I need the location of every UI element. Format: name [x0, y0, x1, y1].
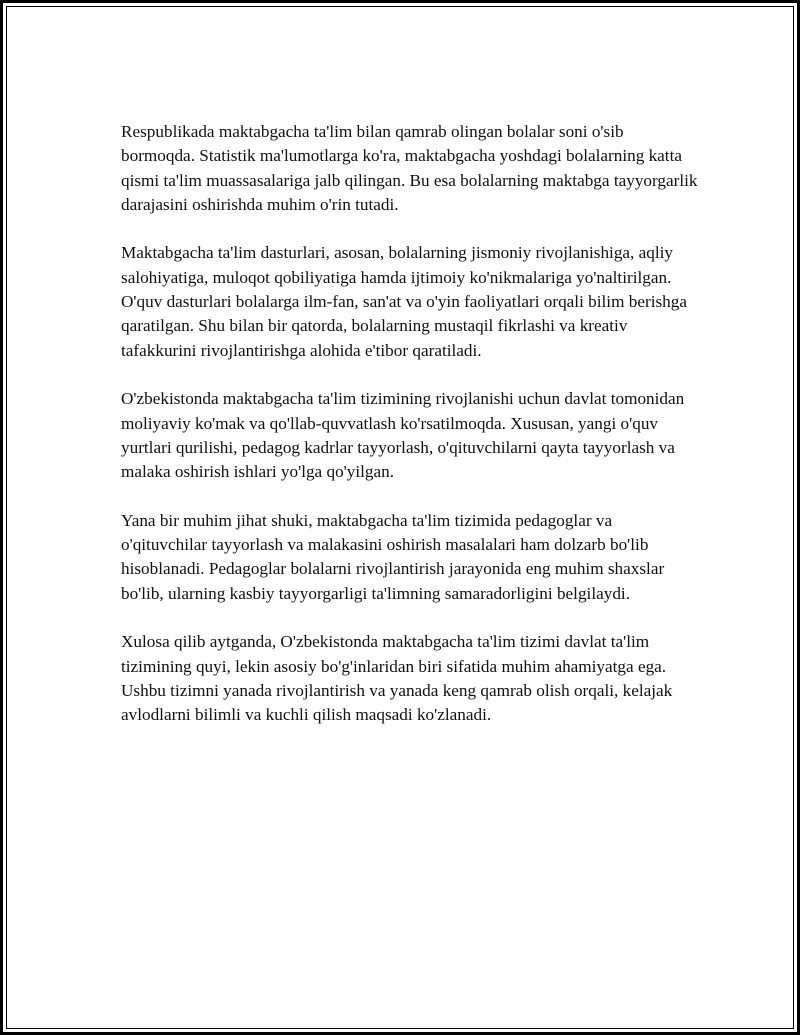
document-body — [121, 120, 701, 752]
paragraph-4: Yana bir muhim jihat shuki, maktabgacha ta'lim tizimida pedagoglar va o'qituvchilar tayyorlash va malakasini oshirish masalalari ham dolzarb bo'lib hisoblanadi. Pedagoglar bolalarni rivojlantirish jarayonida eng muhim shaxslar bo'lib, ularning kasbiy tayyorgarligi ta'limning samaradorligini belgilaydi. — [121, 510, 665, 603]
paragraph-2: Maktabgacha ta'lim dasturlari, asosan, bolalarning jismoniy rivojlanishiga, aqliy salohiyatiga, muloqot qobiliyatiga hamda ijtimoiy ko'nikmalariga yo'naltirilgan. O'quv dasturlari bolalarga ilm-fan, san'at va o'yin faoliyatlari orqali bilim berishga qaratilgan. Shu bilan bir qatorda, bolalarning mustaqil fikrlashi va kreativ tafakkurini rivojlantirishga alohida e'tibor qaratiladi. — [121, 243, 687, 360]
paragraph-1: Respublikada maktabgacha ta'lim bilan qamrab olingan bolalar soni o'sib bormoqda. Statistik ma'lumotlarga ko'ra, maktabgacha yoshdagi bolalarning katta qismi ta'lim muassasalariga jalb qilingan. Bu esa bolalarning maktabga tayyorgarlik darajasini oshirishda muhim o'rin tutadi. — [121, 122, 698, 214]
paragraph-3: O'zbekistonda maktabgacha ta'lim tizimining rivojlanishi uchun davlat tomonidan moliyaviy ko'mak va qo'llab-quvvatlash ko'rsatilmoqda. Xususan, yangi o'quv yurtlari qurilishi, pedagog kadrlar tayyorlash, o'qituvchilarni qayta tayyorlash va malaka oshirish ishlari yo'lga qo'yilgan. — [121, 389, 685, 482]
paragraph-5: Xulosa qilib aytganda, O'zbekistonda maktabgacha ta'lim tizimi davlat ta'lim tizimining quyi, lekin asosiy bo'g'inlaridan biri sifatida muhim ahamiyatga ega. Ushbu tizimni yanada rivojlantirish va yanada keng qamrab olish orqali, kelajak avlodlarni bilimli va kuchli qilish maqsadi ko'zlanadi. — [121, 632, 673, 725]
